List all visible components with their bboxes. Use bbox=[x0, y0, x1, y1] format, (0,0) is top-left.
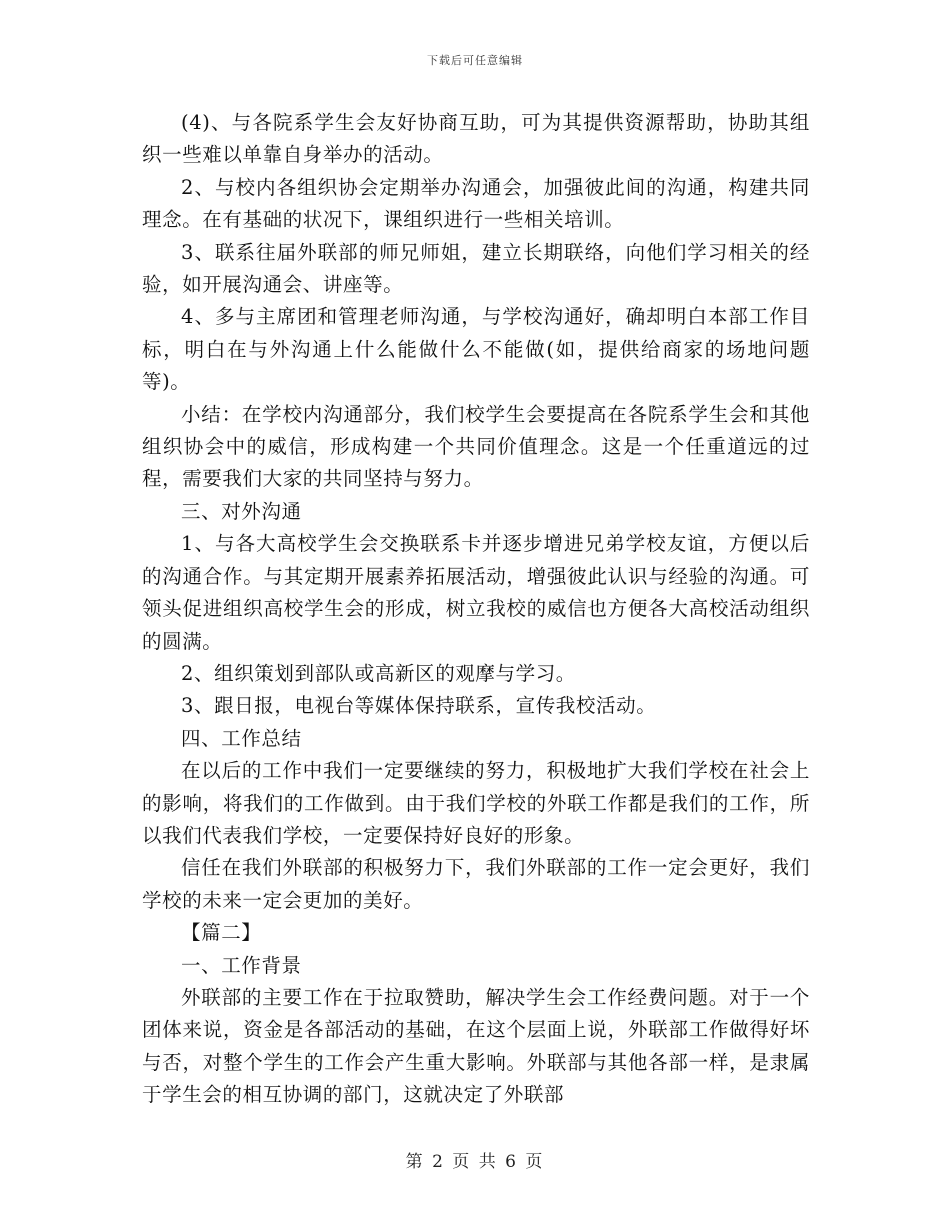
section-heading: 一、工作背景 bbox=[181, 953, 302, 977]
document-body bbox=[142, 107, 810, 1112]
paragraph: 3、跟日报，电视台等媒体保持联系，宣传我校活动。 bbox=[181, 694, 657, 718]
paragraph: 2、组织策划到部队或高新区的观摩与学习。 bbox=[181, 661, 576, 685]
paragraph: 1、与各大高校学生会交换联系卡并逐步增进兄弟学校友谊，方便以后的沟通合作。与其定期开展素养拓展活动，增强彼此认识与经验的沟通。可领头促进组织高校学生会的形成，树立我校的威信也方便各大高校活动组织的圆满。 bbox=[142, 532, 810, 653]
section-heading: 三、对外沟通 bbox=[181, 499, 302, 523]
section-heading: 四、工作总结 bbox=[181, 726, 302, 750]
page-header: 下载后可任意编辑 bbox=[427, 54, 523, 67]
paragraph: 信任在我们外联部的积极努力下，我们外联部的工作一定会更好，我们学校的未来一定会更加的美好。 bbox=[142, 856, 810, 912]
paragraph: 4、多与主席团和管理老师沟通，与学校沟通好，确却明白本部工作目标，明白在与外沟通上什么能做什么不能做(如，提供给商家的场地问题等)。 bbox=[142, 305, 810, 394]
paragraph: 3、联系往届外联部的师兄师姐，建立长期联络，向他们学习相关的经验，如开展沟通会、讲座等。 bbox=[142, 240, 810, 297]
paragraph: 在以后的工作中我们一定要继续的努力，积极地扩大我们学校在社会上的影响，将我们的工作做到。由于我们学校的外联工作都是我们的工作，所以我们代表我们学校，一定要保持好良好的形象。 bbox=[142, 759, 810, 847]
page-number: 第 2 页 共 6 页 bbox=[405, 1152, 545, 1172]
paragraph: 2、与校内各组织协会定期举办沟通会，加强彼此间的沟通，构建共同理念。在有基础的状况下，课组织进行一些相关培训。 bbox=[142, 175, 810, 232]
paragraph: 外联部的主要工作在于拉取赞助，解决学生会工作经费问题。对于一个团体来说，资金是各部活动的基础，在这个层面上说，外联部工作做得好坏与否，对整个学生的工作会产生重大影响。外联部与其他各部一样，是隶属于学生会的相互协调的部门，这就决定了外联部 bbox=[142, 985, 810, 1107]
chapter-heading: 【篇二】 bbox=[181, 921, 262, 945]
paragraph: 小结：在学校内沟通部分，我们校学生会要提高在各院系学生会和其他组织协会中的威信，形成构建一个共同价值理念。这是一个任重道远的过程，需要我们大家的共同坚持与努力。 bbox=[142, 402, 810, 491]
paragraph: (4)、与各院系学生会友好协商互助，可为其提供资源帮助，协助其组织一些难以单靠自身举办的活动。 bbox=[142, 111, 810, 167]
